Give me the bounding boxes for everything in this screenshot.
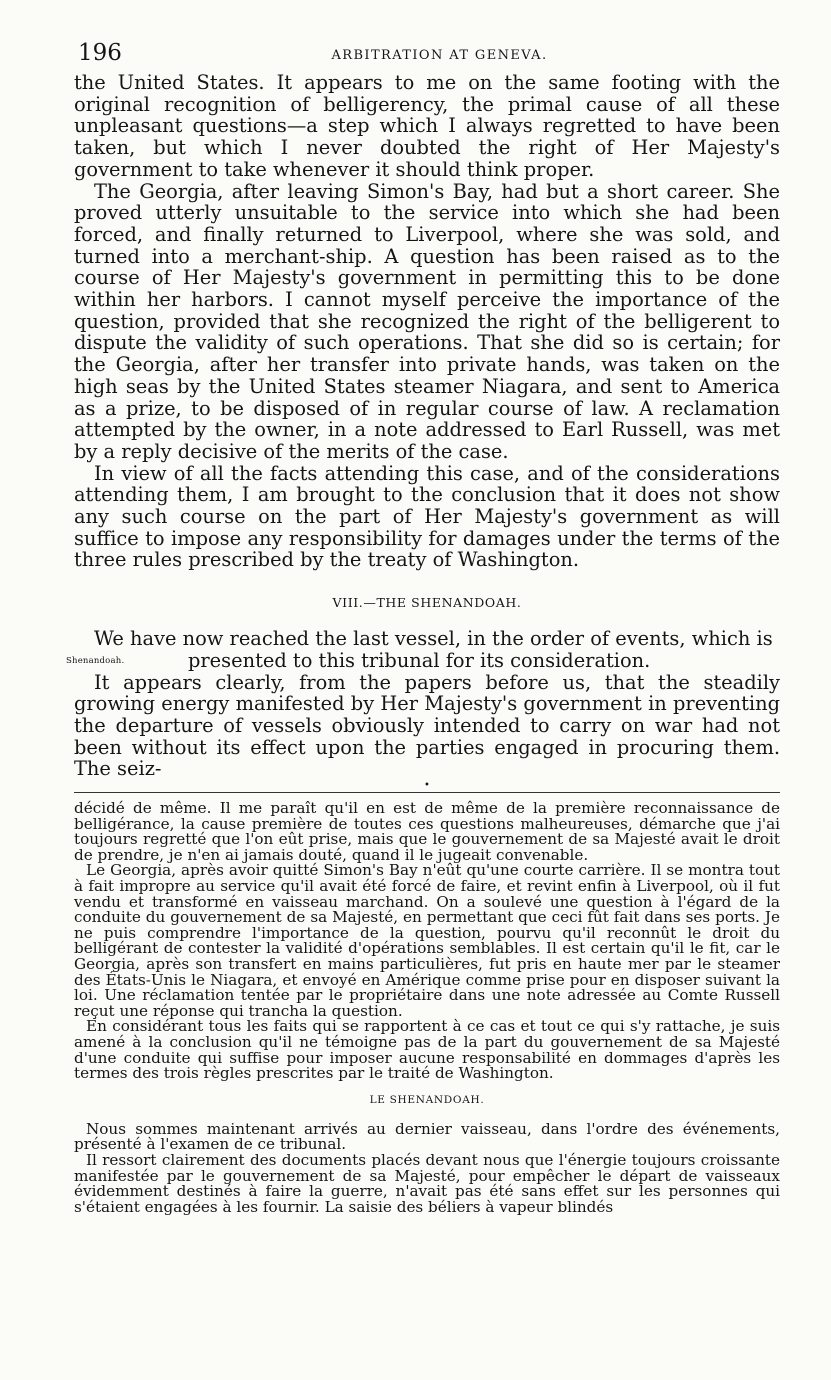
french-paragraph-1: décidé de même. Il me paraît qu'il en est de même de la première reconnaissance de belligérance, la cause première de toutes ces questions malheureuses, démarche que j'ai toujours regretté que l'on eût prise, mais que le gouvernement de sa Majesté avait le droit de prendre, je n'en ai jamais douté, quand il le jugeait convenable. — [74, 799, 780, 864]
english-paragraph-3: In view of all the facts attending this case, and of the considerations attending them, I am brought to the conclusion that it does not show any such course on the part of Her Majesty's government as will suffice to impose any responsibility for damages under the terms of the three rules prescribed by the treaty of Washington. — [74, 461, 780, 572]
margin-note: Shenandoah. — [66, 656, 125, 667]
english-paragraph-1: the United States. It appears to me on the same footing with the original recognition of belligerency, the primal cause of all these unpleasant questions—a step which I always regretted to have been taken, but which I never doubted the right of Her Majesty's government to take whenever it should think proper. — [74, 71, 780, 181]
french-paragraph-5: Il ressort clairement des documents placés devant nous que l'énergie toujours croissante manifestée par le gouvernement de sa Majesté, pour empêcher le départ de vaisseaux évidemment destinés à faire la guerre, n'avait pas été sans effet sur les personnes qui s'étaient engagées à les fournir. La saisie des béliers à vapeur blindés — [74, 1150, 780, 1216]
running-head: ARBITRATION AT GENEVA. — [331, 48, 548, 63]
footnote-divider — [74, 792, 780, 793]
page-header — [74, 38, 780, 72]
english-paragraph-5: It appears clearly, from the papers before us, that the steadily growing energy manifested by Her Majesty's government in preventing the departure of vessels obviously intended to carry on war had not been without its effect upon the parties engaged in procuring them. The seiz- — [74, 670, 780, 781]
section-heading: VIII.—THE SHENANDOAH. — [332, 595, 522, 611]
english-text — [66, 71, 780, 781]
french-paragraph-3: En considérant tous les faits qui se rapportent à ce cas et tout ce qui s'y rattache, je suis amené à la conclusion qu'il ne témoigne pas de la part du gouvernement de sa Majesté d'une conduite qui suffise pour imposer aucune responsabilité en dommages d'après les termes des trois règles prescrites par le traité de Washington. — [74, 1017, 780, 1083]
page — [66, 38, 780, 1216]
english-paragraph-2: The Georgia, after leaving Simon's Bay, had but a short career. She proved utterly unsuitable to the service into which she had been forced, and finally returned to Liverpool, where she was sold, and turned into a merchant-ship. A question has been raised as to the course of Her Majesty's government in permitting this to be done within her harbors. I cannot myself perceive the importance of the question, provided that she recognized the right of the belligerent to dispute the validity of such operations. That she did so is certain; for the Georgia, after her transfer into private hands, was taken on the high seas by the United States steamer Niagara, and sent to America as a prize, to be disposed of in regular course of law. A reclamation attempted by the owner, in a note addressed to Earl Russell, was met by a reply decisive of the merits of the case. — [74, 179, 780, 463]
page-number: 196 — [78, 40, 122, 66]
english-paragraph-4-line-2: presented to this tribunal for its consideration. — [188, 648, 651, 672]
french-section-heading: LE SHENANDOAH. — [369, 1093, 485, 1106]
french-text — [74, 801, 780, 1215]
shenandoah-opening — [66, 627, 780, 672]
french-paragraph-2: Le Georgia, après avoir quitté Simon's Bay n'eût qu'une courte carrière. Il se montra tout à fait impropre au service qu'il avait été forcé de faire, et revint enfin à Liverpool, où il fut vendu et transformé en vaisseau marchand. On a soulevé une question à l'égard de la conduite du gouvernement de sa Majesté, en permettant que ceci fût fait dans ses ports. Je ne puis comprendre l'importance de la question, pourvu qu'il reconnût le droit du belligérant de contester la validité d'opérations semblables. Il est certain qu'il le fit, car le Georgia, après son transfert en mains particulières, fut pris en haute mer par le steamer des États-Unis le Niagara, et envoyé en Amérique comme prise pour en disposer suivant la loi. Une réclamation tentée par le propriétaire dans une note adressée au Comte Russell reçut une réponse qui trancha la question. — [74, 861, 780, 1020]
english-paragraph-4-line-1: We have now reached the last vessel, in the order of events, which is — [94, 627, 773, 651]
center-dot: • — [424, 780, 430, 792]
french-paragraph-4: Nous sommes maintenant arrivés au dernier vaisseau, dans l'ordre des événements, présenté à l'examen de ce tribunal. — [74, 1119, 780, 1154]
